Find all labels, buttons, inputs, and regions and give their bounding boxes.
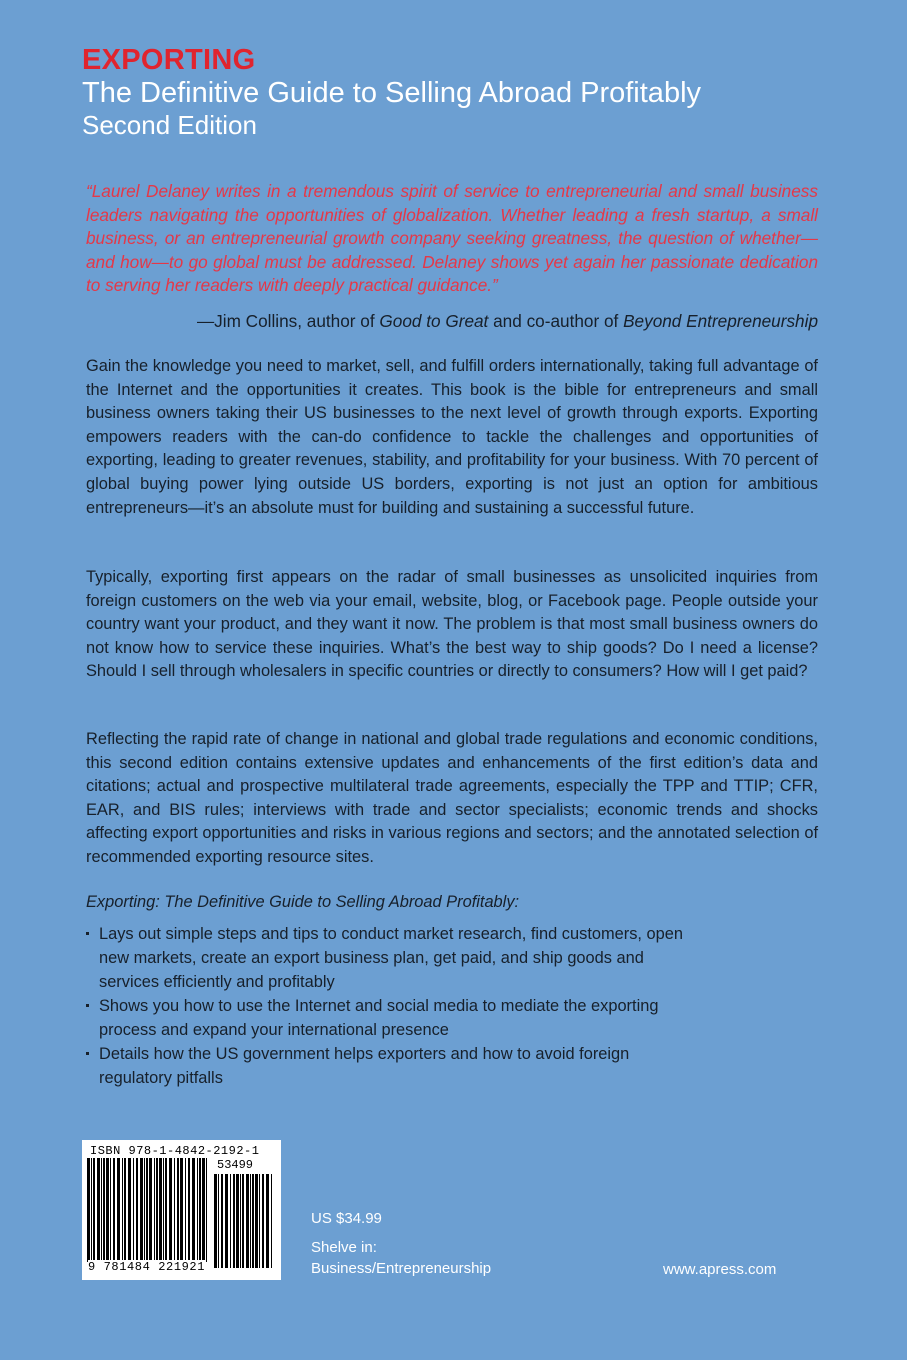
barcode-bar: [117, 1158, 120, 1262]
barcode-bar: [149, 1158, 152, 1262]
book-subtitle: The Definitive Guide to Selling Abroad Profitably: [82, 77, 702, 109]
barcode-bar: [103, 1158, 105, 1262]
barcode-bar: [91, 1158, 92, 1262]
barcode-bar: [271, 1174, 272, 1268]
addon-barcode-icon: [213, 1174, 275, 1268]
attribution-book-1: Good to Great: [379, 311, 489, 331]
barcode-bar: [101, 1158, 102, 1262]
barcode-bar: [144, 1158, 145, 1262]
bullet-icon: [86, 1004, 89, 1007]
barcode-bar: [218, 1174, 219, 1268]
list-item: [86, 1042, 686, 1090]
attribution-mid: and co-author of: [488, 311, 624, 331]
feature-list-title: Exporting: The Definitive Guide to Selling Abroad Profitably:: [86, 893, 520, 911]
edition-label: Second Edition: [82, 110, 257, 140]
barcode-bar: [221, 1174, 223, 1268]
barcode-bar: [255, 1174, 258, 1268]
list-item-text: Details how the US government helps exporters and how to avoid foreign regulatory pitfalls: [99, 1045, 630, 1087]
barcode-bar: [159, 1158, 162, 1262]
barcode-bar: [133, 1158, 134, 1262]
ean-barcode-icon: [86, 1158, 210, 1262]
barcode-bar: [106, 1158, 109, 1262]
barcode-bar: [124, 1158, 126, 1262]
quote-attribution: [86, 310, 818, 332]
barcode-bar: [122, 1158, 123, 1262]
barcode-bar: [128, 1158, 131, 1262]
barcode-bar: [180, 1158, 183, 1262]
ean-digits: 9 781484 221921: [88, 1260, 206, 1274]
book-title: EXPORTING: [82, 44, 256, 76]
isbn-number: ISBN 978-1-4842-2192-1: [90, 1144, 260, 1158]
barcode-bar: [97, 1158, 100, 1262]
bullet-icon: [86, 932, 89, 935]
barcode-bar: [206, 1158, 207, 1262]
barcode-bar: [250, 1174, 251, 1268]
list-item: [86, 922, 686, 994]
barcode-bar: [252, 1174, 254, 1268]
publisher-url: www.apress.com: [663, 1261, 777, 1278]
bullet-icon: [86, 1052, 89, 1055]
barcode-bar: [136, 1158, 138, 1262]
barcode-bar: [156, 1158, 158, 1262]
barcode-bar: [140, 1158, 143, 1262]
barcode-bar: [240, 1174, 241, 1268]
shelve-category: Business/Entrepreneurship: [311, 1260, 492, 1277]
list-item-text: Shows you how to use the Internet and social media to mediate the exporting process and expand your international presence: [99, 997, 659, 1039]
barcode-bar: [230, 1174, 231, 1268]
barcode-bar: [246, 1174, 249, 1268]
barcode-bar: [169, 1158, 172, 1262]
barcode-bar: [174, 1158, 175, 1262]
barcode-bar: [202, 1158, 205, 1262]
barcode-bar: [110, 1158, 111, 1262]
barcode-bar: [214, 1174, 217, 1268]
description-paragraph-2: Typically, exporting first appears on the radar of small businesses as unsolicited inquiries from foreign customers on the web via your email, website, blog, or Facebook page. People outside your country want your product, and they want it now. The problem is that most small business owners do not know how to service these inquiries. What’s the best way to ship goods? Do I need a license? Should I sell through wholesalers in specific countries or directly to consumers? How will I get paid?: [86, 568, 818, 681]
title-block: [82, 44, 782, 140]
barcode-bar: [93, 1158, 95, 1262]
feature-list: [86, 922, 686, 1090]
barcode-bar: [163, 1158, 164, 1262]
list-item: [86, 994, 686, 1042]
barcode-bar: [266, 1174, 269, 1268]
barcode-bar: [225, 1174, 228, 1268]
barcode-bar: [87, 1158, 90, 1262]
barcode-bar: [233, 1174, 235, 1268]
list-item-text: Lays out simple steps and tips to conduct market research, find customers, open new markets, create an export business plan, get paid, and ship goods and services efficiently and profitably: [99, 925, 683, 991]
barcode-bar: [165, 1158, 167, 1262]
barcode-bar: [197, 1158, 198, 1262]
barcode-bar: [199, 1158, 201, 1262]
attribution-prefix: —Jim Collins, author of: [196, 311, 380, 331]
barcode-bar: [185, 1158, 186, 1262]
price-label: US $34.99: [311, 1210, 382, 1227]
barcode-panel: [82, 1140, 281, 1280]
barcode-bar: [242, 1174, 244, 1268]
shelve-in-label: Shelve in:: [311, 1239, 377, 1256]
barcode-bar: [236, 1174, 239, 1268]
barcode-bar: [146, 1158, 148, 1262]
barcode-bar: [154, 1158, 155, 1262]
attribution-book-2: Beyond Entrepreneurship: [623, 311, 818, 331]
barcode-bar: [259, 1174, 260, 1268]
description-paragraph-3: Reflecting the rapid rate of change in national and global trade regulations and economic conditions, this second edition contains extensive updates and enhancements of the first edition’s data and citations; actual and prospective multilateral trade agreements, especially the TPP and TTIP; CFR, EAR, and BIS rules; interviews with trade and sector specialists; economic trends and shocks affecting export opportunities and risks in various regions and sectors; and the annotated selection of recommended exporting resource sites.: [86, 730, 818, 866]
price-addon-number: 53499: [217, 1158, 254, 1172]
endorsement-quote: “Laurel Delaney writes in a tremendous spirit of service to entrepreneurial and small business leaders navigating the opportunities of globalization. Whether leading a fresh startup, a small business, or an entrepreneurial growth company seeking greatness, the question of whether—and how—to go global must be addressed. Delaney shows yet again her passionate dedication to serving her readers with deeply practical guidance.”: [86, 181, 818, 296]
barcode-bar: [177, 1158, 179, 1262]
barcode-bar: [188, 1158, 190, 1262]
barcode-bar: [262, 1174, 264, 1268]
barcode-bar: [113, 1158, 115, 1262]
description-paragraph-1: Gain the knowledge you need to market, sell, and fulfill orders internationally, taking full advantage of the Internet and the opportunities it creates. This book is the bible for entrepreneurs and small business owners taking their US businesses to the next level of growth through exports. Exporting empowers readers with the can-do confidence to tackle the challenges and opportunities of exporting, leading to greater revenues, stability, and profitability for your business. With 70 percent of global buying power lying outside US borders, exporting is not just an option for ambitious entrepreneurs—it’s an absolute must for building and sustaining a successful future.: [86, 357, 818, 517]
barcode-bar: [192, 1158, 195, 1262]
